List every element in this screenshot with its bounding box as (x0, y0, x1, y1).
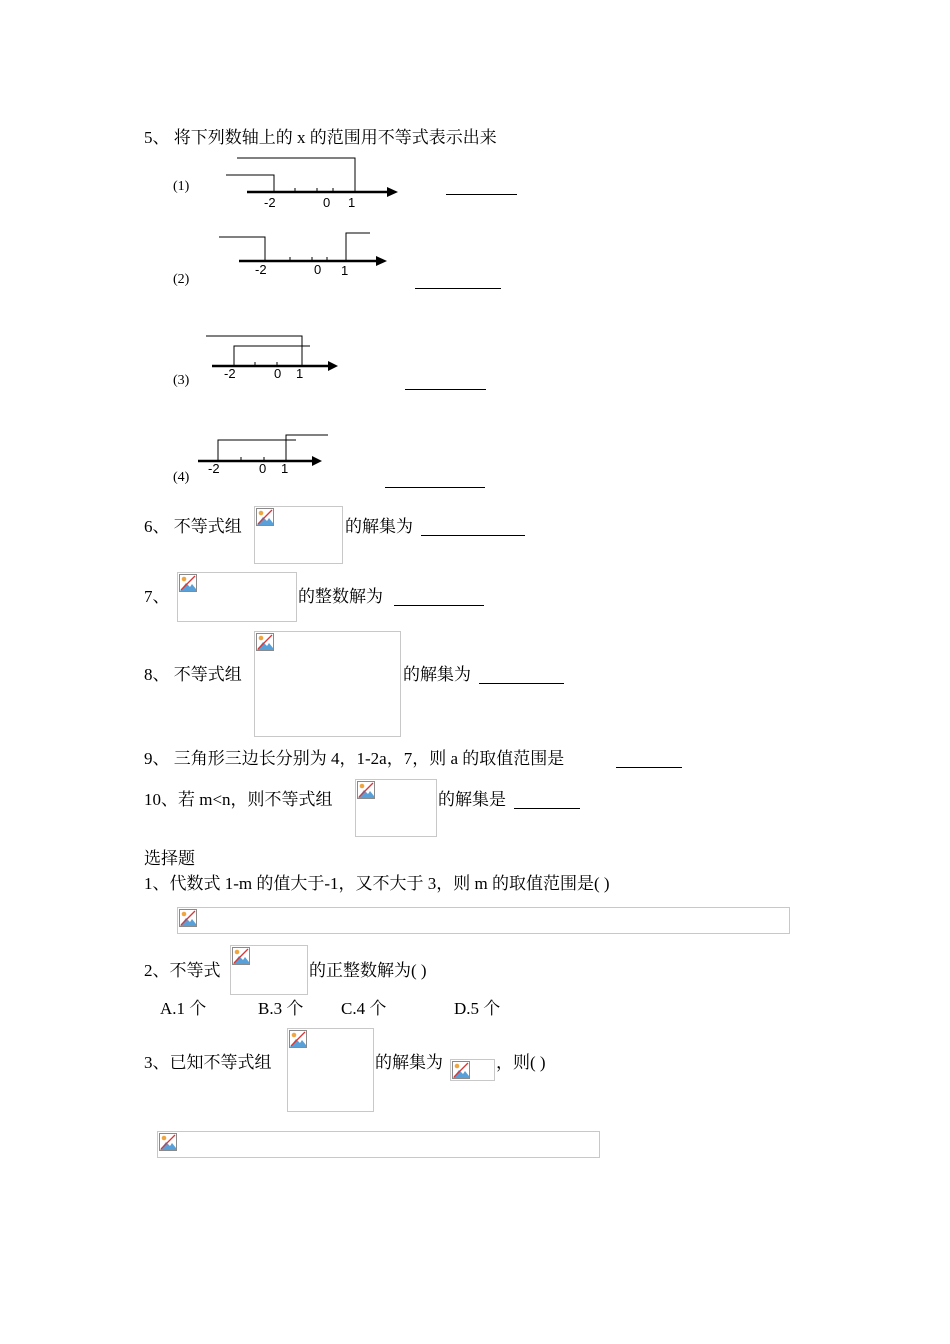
question-8-prefix: 8、 不等式组 (144, 665, 242, 684)
question-7-suffix: 的整数解为 (298, 587, 383, 606)
broken-image-icon (159, 1133, 177, 1151)
choice-2-option-a[interactable]: A.1 个 (160, 999, 207, 1018)
answer-blank-5-1[interactable] (446, 194, 517, 195)
section-heading: 选择题 (144, 849, 195, 868)
sub-label-1: (1) (173, 179, 190, 194)
tick-label: 0 (314, 262, 322, 277)
answer-blank-5-3[interactable] (405, 389, 486, 390)
tick-label: 0 (259, 461, 267, 476)
choice-3-prefix: 3、已知不等式组 (144, 1053, 272, 1072)
question-5-text: 5、 将下列数轴上的 x 的范围用不等式表示出来 (144, 128, 497, 147)
choice-3-options-image (157, 1131, 600, 1158)
solution-set-image (450, 1059, 495, 1081)
tick-label: 1 (281, 461, 289, 476)
question-10-prefix: 10、若 m<n，则不等式组 (144, 790, 333, 809)
question-9-text: 9、 三角形三边长分别为 4，1-2a，7，则 a 的取值范围是 (144, 749, 565, 768)
sub-label-2: (2) (173, 272, 190, 287)
tick-label: -2 (208, 461, 220, 476)
broken-image-icon (357, 781, 375, 799)
question-10-suffix: 的解集是 (438, 790, 506, 809)
number-line-1 (220, 155, 410, 213)
number-line-4 (192, 428, 332, 478)
broken-image-icon (256, 508, 274, 526)
number-line-3 (204, 328, 344, 380)
tick-label: -2 (224, 366, 236, 380)
choice-1-options-image (177, 907, 790, 934)
question-6-suffix: 的解集为 (345, 517, 413, 536)
inequality-system-image (254, 631, 401, 737)
choice-2-option-b[interactable]: B.3 个 (258, 999, 304, 1018)
tick-label: -2 (255, 262, 267, 277)
tick-label: 1 (296, 366, 304, 380)
sub-label-4: (4) (173, 470, 190, 485)
broken-image-icon (179, 909, 197, 927)
tick-label: -2 (264, 195, 276, 210)
answer-blank-6[interactable] (421, 535, 525, 536)
answer-blank-5-2[interactable] (415, 288, 501, 289)
choice-3-middle: 的解集为 (375, 1053, 443, 1072)
broken-image-icon (256, 633, 274, 651)
inequality-system-image (254, 506, 343, 564)
inequality-image (230, 945, 308, 995)
number-line-2 (215, 228, 395, 280)
choice-2-option-d[interactable]: D.5 个 (454, 999, 501, 1018)
broken-image-icon (289, 1030, 307, 1048)
inequality-system-image (287, 1028, 374, 1112)
broken-image-icon (232, 947, 250, 965)
answer-blank-9[interactable] (616, 767, 682, 768)
choice-2-prefix: 2、不等式 (144, 961, 221, 980)
tick-label: 0 (274, 366, 282, 380)
tick-label: 1 (341, 263, 349, 278)
answer-blank-8[interactable] (479, 683, 564, 684)
tick-label: 1 (348, 195, 356, 210)
choice-2-option-c[interactable]: C.4 个 (341, 999, 387, 1018)
answer-blank-10[interactable] (514, 808, 580, 809)
question-6-prefix: 6、 不等式组 (144, 517, 242, 536)
inequality-system-image (355, 779, 437, 837)
choice-3-suffix: ，则( ) (496, 1053, 546, 1072)
question-7-prefix: 7、 (144, 587, 170, 606)
choice-2-suffix: 的正整数解为( ) (309, 961, 427, 980)
broken-image-icon (179, 574, 197, 592)
broken-image-icon (452, 1061, 470, 1079)
answer-blank-5-4[interactable] (385, 487, 485, 488)
tick-label: 0 (323, 195, 331, 210)
question-8-suffix: 的解集为 (403, 665, 471, 684)
inequality-image (177, 572, 297, 622)
answer-blank-7[interactable] (394, 605, 484, 606)
sub-label-3: (3) (173, 373, 190, 388)
choice-1-text: 1、代数式 1-m 的值大于-1，又不大于 3，则 m 的取值范围是( ) (144, 874, 610, 893)
